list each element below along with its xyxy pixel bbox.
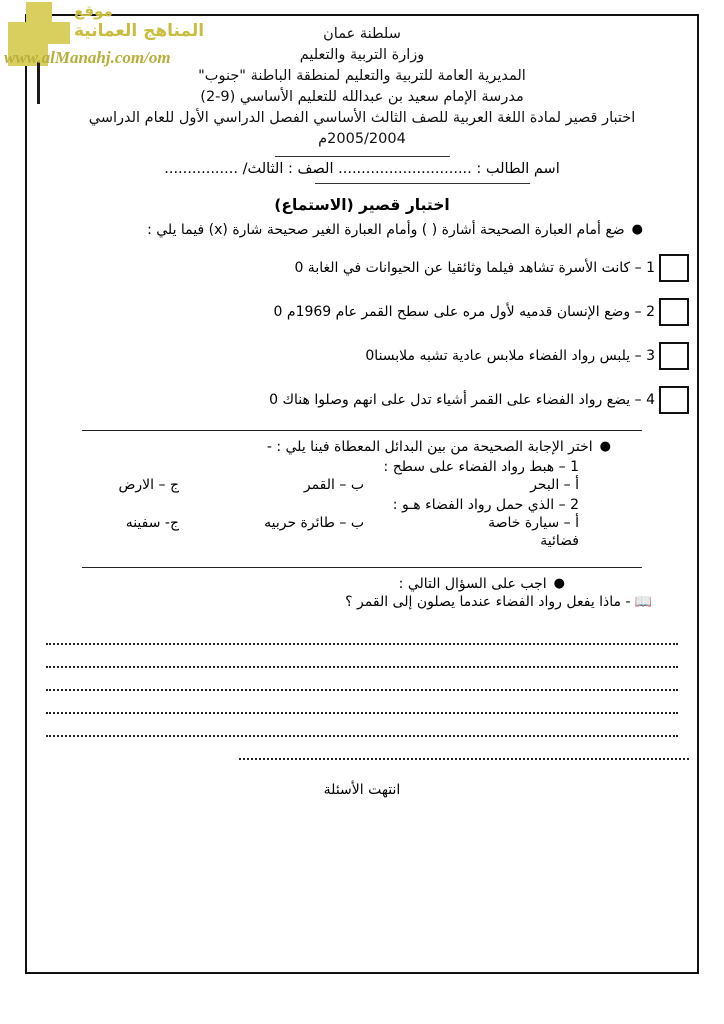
mcq-stem-1: 1 – هبط رواد الفضاء على سطح : <box>383 459 579 476</box>
logo-stem <box>37 62 40 104</box>
watermark-label-top: موقع <box>74 2 113 20</box>
page-content <box>27 16 697 972</box>
student-info-line[interactable]: اسم الطالب : ............................. الصف : الثالث/ ................ <box>164 161 560 178</box>
answer-line[interactable] <box>46 622 678 645</box>
statement-text-3: 3 – يلبس رواد الفضاء ملابس عادية تشبه ملابسنا0 <box>365 348 655 365</box>
answer-line[interactable] <box>46 645 678 668</box>
mcq-option-1b[interactable]: ب – القمر <box>303 477 364 494</box>
header-ministry: وزارة التربية والتعليم <box>299 47 425 64</box>
essay-question-text: - ماذا يفعل رواد الفضاء عندما يصلون إلى القمر ؟ <box>345 594 631 611</box>
watermark-label-main: المناهج العمانية <box>74 21 205 41</box>
mcq-option-2b[interactable]: ب – طائرة حربيه <box>264 515 364 532</box>
mcq-option-2c[interactable]: ج- سفينه <box>125 515 179 532</box>
exam-page-sheet <box>25 14 699 974</box>
essay-section <box>27 576 697 760</box>
header-divider-rule <box>275 156 450 157</box>
section3-instruction-row <box>27 576 697 592</box>
logo-block-mid <box>8 22 70 44</box>
statement-text-2: 2 – وضع الإنسان قدميه لأول مره على سطح القمر عام 1969م 0 <box>273 304 655 321</box>
answer-line[interactable] <box>46 691 678 714</box>
section2-instruction-text: اختر الإجابة الصحيحة من بين البدائل المعطاة فينا يلي : - <box>266 439 593 456</box>
answer-lines-group <box>27 622 697 760</box>
statement-text-1: 1 – كانت الأسرة تشاهد فيلما وثائقيا عن الحيوانات في الغابة 0 <box>294 260 655 277</box>
header-school: مدرسة الإمام سعيد بن عبدالله للتعليم الأساسي (9-2) <box>200 89 524 106</box>
mcq-option-2a-continuation: فضائية <box>540 533 579 550</box>
true-false-row <box>27 298 697 326</box>
section1-section2-divider <box>82 430 642 431</box>
header-country: سلطنة عمان <box>323 26 401 42</box>
section1-instruction-row <box>27 222 697 238</box>
header-academic-year: 2005/2004م <box>318 131 406 148</box>
true-false-list <box>27 254 697 414</box>
answer-checkbox-2[interactable] <box>659 298 689 326</box>
true-false-row <box>27 342 697 370</box>
mcq-options-2 <box>27 515 697 531</box>
answer-line[interactable] <box>46 714 678 737</box>
site-watermark <box>0 0 250 90</box>
mcq-question-1 <box>27 459 697 493</box>
section2-section3-divider <box>82 567 642 568</box>
mcq-options-1 <box>27 477 697 493</box>
end-of-questions-note: انتهت الأسئلة <box>323 782 401 799</box>
exam-title: اختبار قصير (الاستماع) <box>274 196 450 215</box>
section1-instruction-text: ضع أمام العبارة الصحيحة أشارة ( ) وأمام العبارة الغير صحيحة شارة (x) فيما يلي : <box>147 222 625 239</box>
mcq-option-1c[interactable]: ج – الارض <box>118 477 179 494</box>
header-directorate: المديرية العامة للتربية والتعليم لمنطقة الباطنة "جنوب" <box>198 68 526 85</box>
bullet-icon: ● <box>599 439 611 455</box>
open-book-icon: 📖 <box>634 594 652 611</box>
header-exam-description: اختبار قصير لمادة اللغة العربية للصف الثالث الأساسي الفصل الدراسي الأول للعام الدراسي <box>88 110 636 127</box>
essay-question-row <box>27 594 697 610</box>
student-divider-rule <box>315 183 530 184</box>
answer-checkbox-4[interactable] <box>659 386 689 414</box>
answer-checkbox-1[interactable] <box>659 254 689 282</box>
true-false-row <box>27 254 697 282</box>
bullet-icon: ● <box>553 576 565 592</box>
answer-line[interactable] <box>46 668 678 691</box>
section2-instruction-row <box>27 439 697 455</box>
mcq-option-1a[interactable]: أ – البحر <box>530 477 579 494</box>
watermark-url: www.alManahj.com/om <box>4 48 171 67</box>
mcq-option-2a[interactable]: أ – سيارة خاصة <box>488 515 579 532</box>
bullet-icon: ● <box>631 222 643 238</box>
logo-block-top <box>26 2 52 24</box>
mcq-question-2 <box>27 497 697 549</box>
answer-line-short[interactable] <box>239 737 689 760</box>
true-false-row <box>27 386 697 414</box>
answer-checkbox-3[interactable] <box>659 342 689 370</box>
statement-text-4: 4 – يضع رواد الفضاء على القمر أشياء تدل على انهم وصلوا هناك 0 <box>269 392 655 409</box>
mcq-stem-2: 2 – الذي حمل رواد الفضاء هـو : <box>392 497 579 514</box>
section3-instruction-text: اجب على السؤال التالي : <box>398 576 547 593</box>
